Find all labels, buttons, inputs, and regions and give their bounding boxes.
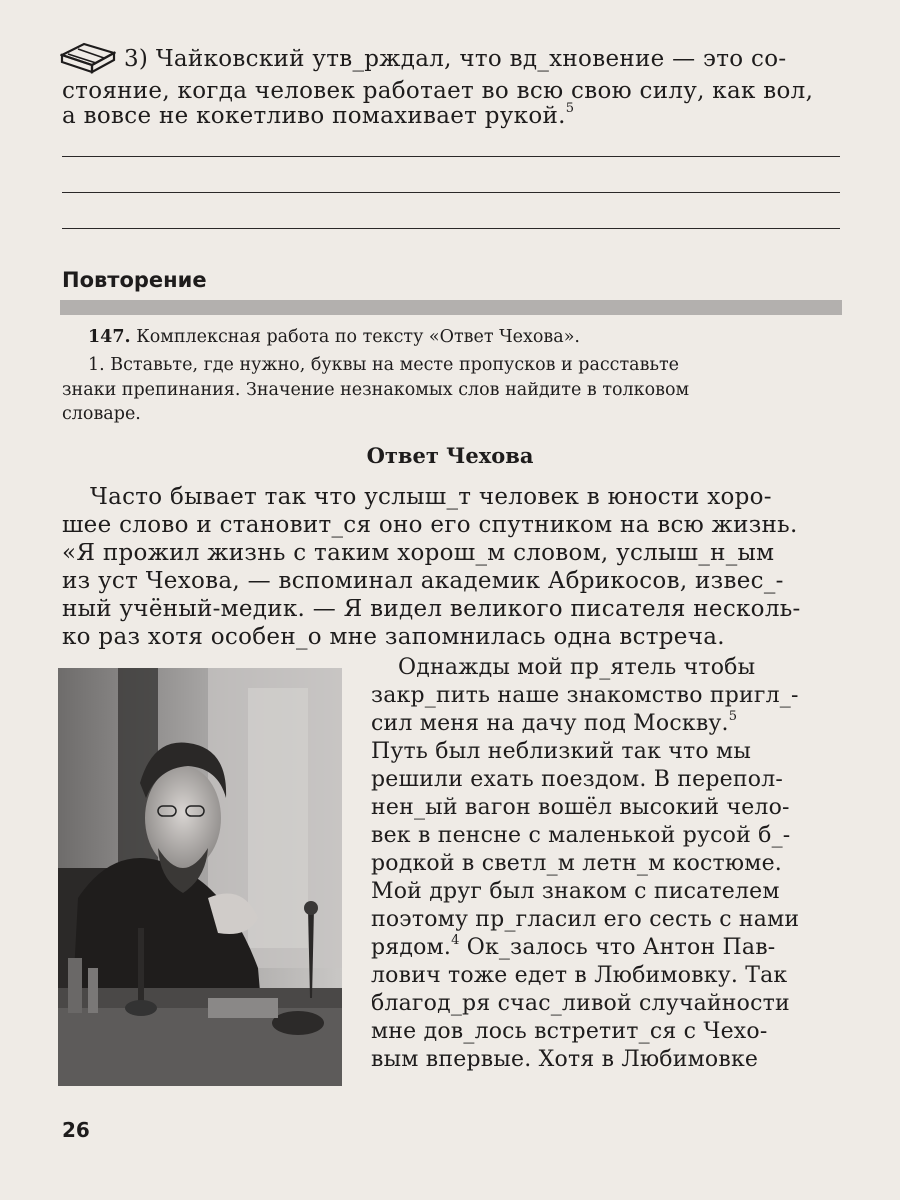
chekhov-portrait-photo bbox=[58, 668, 342, 1086]
column-line-9: Мой друг был знаком с писателем bbox=[371, 879, 780, 904]
footnote-marker: 5 bbox=[728, 709, 738, 724]
column-line-13: благод_ря счас_ливой случайности bbox=[371, 991, 790, 1016]
section-divider bbox=[60, 300, 842, 315]
task-147-instruction-3: словаре. bbox=[62, 404, 141, 424]
column-line-11-a: рядом. bbox=[371, 935, 452, 960]
stacked-books-icon bbox=[60, 41, 116, 75]
column-line-6: нен_ый вагон вошёл высокий чело- bbox=[371, 795, 790, 820]
column-line-8: родкой в светл_м летн_м костюме. bbox=[371, 851, 782, 876]
page-number: 26 bbox=[62, 1118, 90, 1142]
exercise-3-text: Чайковский утв_рждал, что вд_хновение — это со- bbox=[155, 46, 787, 72]
footnote-marker: 4 bbox=[451, 933, 460, 948]
task-147-title: Комплексная работа по тексту «Ответ Чехова». bbox=[136, 327, 580, 347]
column-line-4: Путь был неблизкий так что мы bbox=[371, 739, 752, 764]
column-line-14: мне дов_лось встретит_ся с Чехо- bbox=[371, 1019, 768, 1044]
column-line-10: поэтому пр_гласил его сесть с нами bbox=[371, 907, 800, 932]
column-line-11-b: Ок_залось что Антон Пав- bbox=[466, 935, 776, 960]
column-line-2: закр_пить наше знакомство пригл_- bbox=[371, 683, 799, 708]
story-line-5: ный учёный-медик. — Я видел великого писателя несколь- bbox=[62, 596, 801, 622]
footnote-marker: 5 bbox=[565, 101, 575, 116]
story-line-1: Часто бывает так что услыш_т человек в юности хоро- bbox=[90, 484, 772, 510]
column-line-5: решили ехать поездом. В перепол- bbox=[371, 767, 784, 792]
answer-line-2[interactable] bbox=[62, 192, 840, 193]
column-line-7: век в пенсне с маленькой русой б_- bbox=[371, 823, 791, 848]
exercise-3-line-1 bbox=[124, 46, 840, 72]
story-line-4: из уст Чехова, — вспоминал академик Абрикосов, извес_- bbox=[62, 568, 784, 594]
column-line-3 bbox=[371, 711, 841, 736]
column-line-3-text: сил меня на дачу под Москву. bbox=[371, 711, 729, 736]
column-line-12: лович тоже едет в Любимовку. Так bbox=[371, 963, 788, 988]
column-line-1: Однажды мой пр_ятель чтобы bbox=[398, 655, 756, 680]
exercise-3-line-3 bbox=[62, 103, 842, 129]
exercise-3-line-2: стояние, когда человек работает во всю свою силу, как вол, bbox=[62, 78, 814, 104]
task-147-heading bbox=[88, 327, 868, 347]
task-147-instruction-1: 1. Вставьте, где нужно, буквы на месте пропусков и расставьте bbox=[88, 355, 680, 375]
exercise-3-number: 3) bbox=[124, 46, 149, 72]
answer-line-1[interactable] bbox=[62, 156, 840, 157]
exercise-3-line-3-text: а вовсе не кокетливо помахивает рукой. bbox=[62, 103, 566, 129]
column-line-15: вым впервые. Хотя в Любимовке bbox=[371, 1047, 759, 1072]
story-title: Ответ Чехова bbox=[366, 443, 534, 468]
answer-line-3[interactable] bbox=[62, 228, 840, 229]
column-line-11 bbox=[371, 935, 841, 960]
task-147-number: 147. bbox=[88, 327, 131, 347]
story-line-3: «Я прожил жизнь с таким хорош_м словом, услыш_н_ым bbox=[62, 540, 775, 566]
task-147-instruction-2: знаки препинания. Значение незнакомых слов найдите в толковом bbox=[62, 380, 690, 400]
story-line-2: шее слово и становит_ся оно его спутником на всю жизнь. bbox=[62, 512, 798, 538]
section-title: Повторение bbox=[62, 268, 207, 292]
story-line-6: ко раз хотя особен_о мне запомнилась одна встреча. bbox=[62, 624, 725, 650]
